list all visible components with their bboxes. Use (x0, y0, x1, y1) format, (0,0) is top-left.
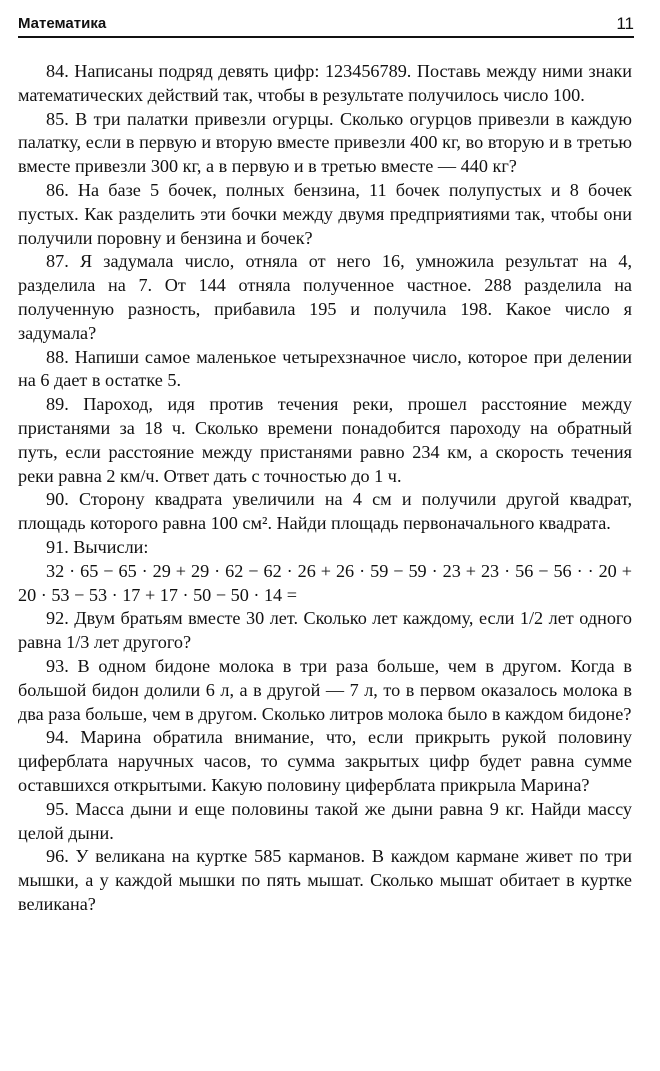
problem-87 (18, 250, 632, 345)
problem-number: 87. (46, 251, 69, 272)
problem-number: 90. (46, 489, 69, 510)
problem-list (18, 60, 632, 917)
problem-92 (18, 607, 632, 655)
problem-number: 95. (46, 798, 69, 819)
problem-text: Масса дыни и еще половины такой же дыни равна 9 кг. Найди массу целой дыни. (18, 798, 633, 843)
problem-text: В одном бидоне молока в три раза больше, чем в другом. Когда в большой бидон долили 6 л, а в другой — 7 л, то в первом оказалось молока в два раза больше, чем в другом. Сколько литров молока было в каждом бидоне? (18, 655, 633, 724)
problem-86 (18, 179, 632, 250)
problem-number: 85. (46, 108, 69, 129)
page-header (18, 6, 634, 38)
problem-94 (18, 726, 632, 797)
problem-number: 86. (46, 179, 69, 200)
problem-88 (18, 346, 632, 394)
problem-text: У великана на куртке 585 карманов. В каждом кармане живет по три мышки, а у каждой мышки по пять мышат. Сколько мышат обитает в куртке великана? (18, 846, 632, 914)
problem-text: Сторону квадрата увеличили на 4 см и получили другой квадрат, площадь которого равна 100 см². Найди площадь первоначального квадрата. (18, 489, 633, 534)
problem-number: 91. (46, 536, 69, 557)
problem-number: 93. (46, 655, 69, 676)
problem-text: В три палатки привезли огурцы. Сколько огурцов привезли в каждую палатку, если в первую и вторую вместе привезли 400 кг, во вторую и в третью вместе привезли 300 кг, а в первую и в третью вместе — 440 кг? (18, 108, 633, 177)
problem-text: Я задумала число, отняла от него 16, умножила результат на 4, разделила на 7. От 144 отняла полученное частное. 288 разделила на полученную разность, прибавила 195 и получила 198. Какое число я задумала? (18, 251, 633, 343)
problem-90 (18, 488, 632, 536)
problem-number: 92. (46, 608, 69, 629)
problem-number: 96. (46, 846, 69, 867)
problem-89 (18, 393, 632, 488)
problem-91 (18, 536, 632, 560)
problem-96 (18, 845, 632, 916)
section-title: Математика (18, 15, 107, 32)
problem-text: Напиши самое маленькое четырехзначное число, которое при делении на 6 дает в остатке 5. (18, 346, 632, 391)
problem-91-formula: 32 · 65 − 65 · 29 + 29 · 62 − 62 · 26 + 26 · 59 − 59 · 23 + 23 · 56 − 56 · · 20 + 20 · 53 − 53 · 17 + 17 · 50 − 50 · 14 = (18, 560, 632, 605)
problem-number: 89. (46, 394, 69, 415)
problem-85 (18, 108, 632, 179)
problem-84 (18, 60, 632, 108)
problem-number: 84. (46, 61, 69, 81)
problem-93 (18, 655, 632, 726)
problem-number: 88. (46, 346, 69, 367)
problem-95 (18, 798, 632, 846)
problem-text: Двум братьям вместе 30 лет. Сколько лет каждому, если 1/2 лет одного равна 1/3 лет другого? (18, 608, 633, 653)
problem-text: Написаны подряд девять цифр: 123456789. Поставь между ними знаки математических действий так, чтобы в результате получилось число 100. (18, 61, 632, 105)
problem-text: Пароход, идя против течения реки, прошел расстояние между пристанями за 18 ч. Сколько времени понадобится пароходу на обратный путь, если расстояние между пристанями равно 234 км, а скорость течения реки равна 2 км/ч. Ответ дать с точностью до 1 ч. (18, 394, 633, 486)
problem-text: На базе 5 бочек, полных бензина, 11 бочек полупустых и 8 бочек пустых. Как разделить эти бочки между двумя предприятиями так, чтобы они получили поровну и бензина и бочек? (18, 179, 632, 248)
problem-text: Марина обратила внимание, что, если прикрыть рукой половину циферблата наручных часов, то сумма закрытых цифр будет равна сумме оставшихся открытыми. Какую половину циферблата прикрыла Марина? (18, 727, 632, 795)
problem-text: Вычисли: (73, 536, 149, 557)
page-number: 11 (616, 14, 634, 33)
problem-number: 94. (46, 727, 69, 748)
